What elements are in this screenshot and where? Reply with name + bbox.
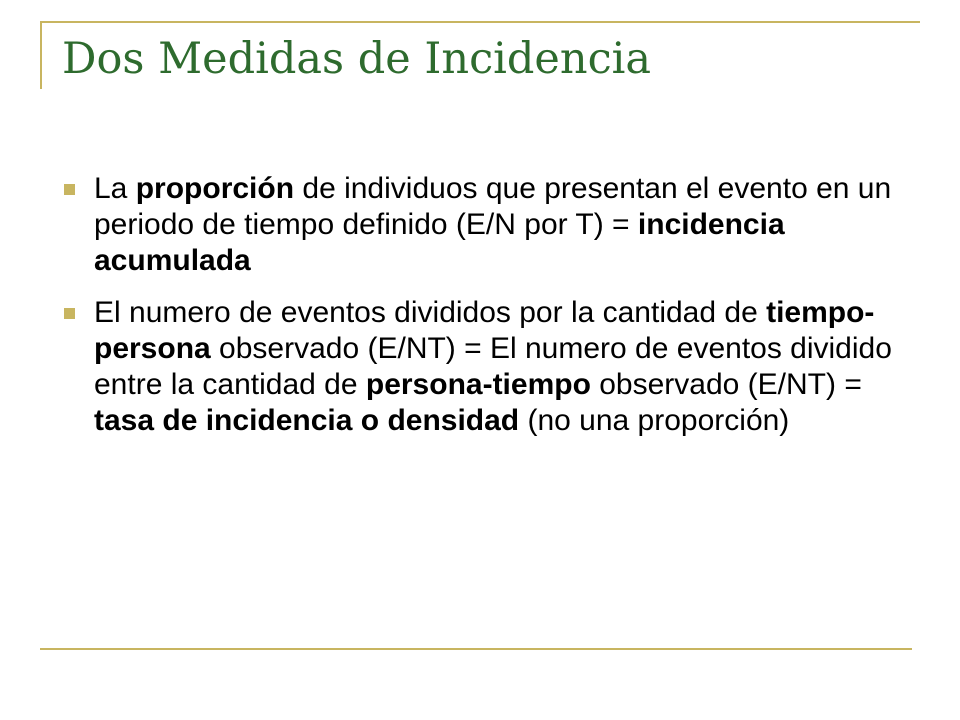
bold-term-incidencia-acumulada: incidencia acumulada — [94, 208, 785, 277]
text-segment: (no una proporción) — [519, 404, 790, 437]
text-segment: La — [94, 172, 136, 205]
bullet-list — [64, 171, 914, 455]
text-segment: El numero de eventos divididos por la cantidad de — [94, 296, 767, 329]
frame-top-line — [40, 21, 920, 23]
slide-title: Dos Medidas de Incidencia — [62, 34, 652, 84]
frame-left-line — [40, 21, 42, 89]
bold-term-tiempo-persona: tiempo-persona — [94, 296, 875, 365]
bold-term-persona-tiempo: persona-tiempo — [365, 368, 591, 401]
text-segment: observado (E/NT) = — [590, 368, 862, 401]
bullet-text — [94, 296, 892, 437]
text-segment: de individuos que presentan el evento en un periodo de tiempo definido (E/N por T) = — [94, 172, 892, 241]
frame-bottom-line — [40, 648, 912, 650]
bullet-text — [94, 172, 891, 277]
bullet-item-1 — [64, 171, 914, 279]
square-bullet-icon — [64, 308, 75, 319]
bullet-item-2 — [64, 295, 914, 439]
square-bullet-icon — [64, 184, 75, 195]
text-segment: observado (E/NT) = El numero de eventos dividido entre la cantidad de — [94, 332, 892, 401]
bold-term-tasa-de-incidencia: tasa de incidencia o densidad — [94, 404, 520, 437]
bold-term-proporcion: proporción — [135, 172, 295, 205]
